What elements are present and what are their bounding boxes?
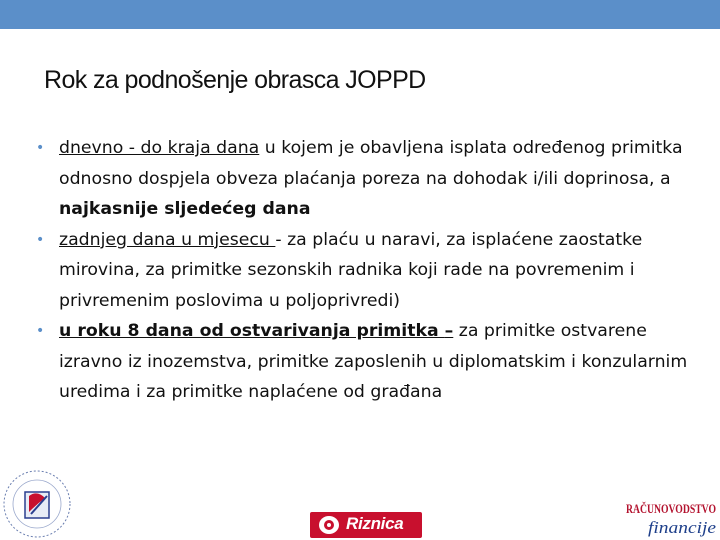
bullet-lead-daily: dnevno - do kraja dana bbox=[59, 138, 260, 158]
bullet-item-daily bbox=[36, 133, 696, 225]
bullet-text-month-end: - za plaću u naravi, za isplaćene zaostatke mirovina, za primitke sezonskih radnika koji rade na povremenim i privremenim poslovima u poljoprivredi) bbox=[59, 229, 643, 311]
racunovodstvo-financije-logo bbox=[624, 497, 718, 539]
svg-text:financije: financije bbox=[648, 518, 717, 537]
bullet-text-8-days: za primitke ostvarene izravno iz inozemstva, primitke zaposlenih u diplomatskim i konzularnim uredima i za primitke naplaćene od građana bbox=[59, 321, 688, 402]
svg-text:RAČUNOVODSTVO: RAČUNOVODSTVO bbox=[626, 501, 716, 516]
bullet-lead-month-end: zadnjeg dana u mjesecu bbox=[59, 229, 276, 250]
riznica-emblem-icon bbox=[318, 515, 340, 535]
slide-title: Rok za podnošenje obrasca JOPPD bbox=[44, 66, 426, 94]
bullet-emphasis-daily: najkasnije sljedećeg dana bbox=[59, 199, 311, 219]
bullet-text-daily: u kojem je obavljena isplata određenog primitka odnosno dospjela obveza plaćanja poreza na dohodak i/ili doprinosa, a bbox=[59, 138, 683, 189]
bullet-lead-8-days: u roku 8 dana od ostvarivanja primitka bbox=[59, 321, 445, 341]
bullet-list bbox=[36, 133, 696, 408]
bullet-item-8-days bbox=[36, 316, 696, 408]
bullet-dash-8-days: – bbox=[444, 321, 454, 341]
publisher-seal-logo bbox=[1, 468, 73, 540]
bullet-dot-icon: • bbox=[36, 323, 45, 339]
bullet-dot-icon: • bbox=[36, 140, 45, 156]
bullet-dot-icon: • bbox=[36, 231, 45, 248]
riznica-logo bbox=[310, 512, 422, 538]
bullet-item-month-end bbox=[36, 225, 696, 317]
top-accent-bar bbox=[0, 0, 720, 29]
riznica-logo-text: Riznica bbox=[346, 514, 404, 533]
